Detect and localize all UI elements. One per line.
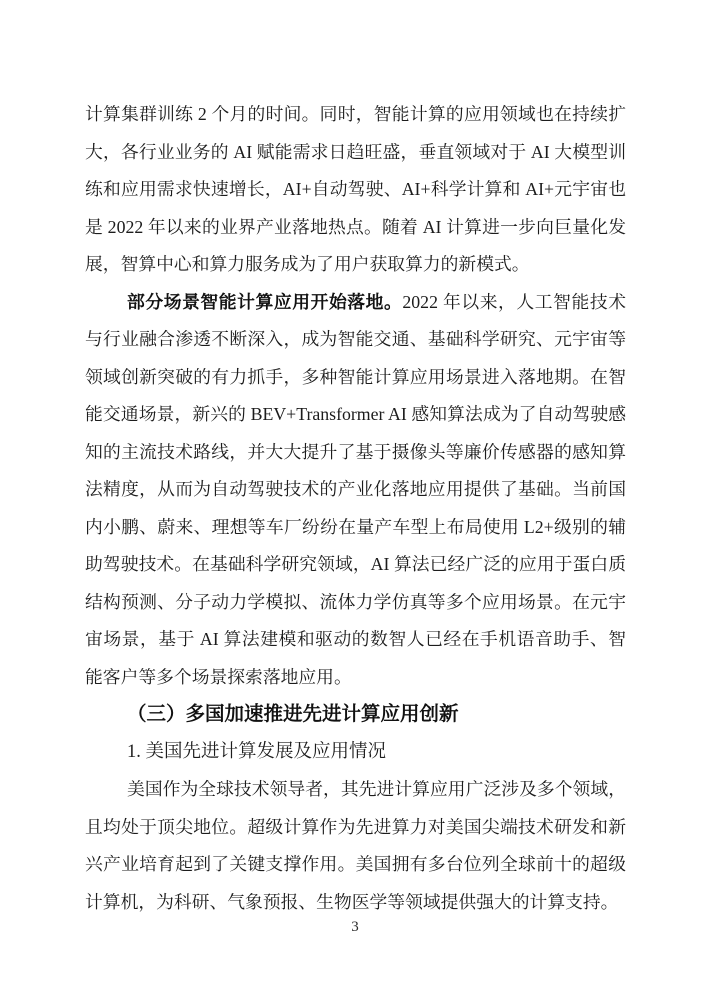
page-body <box>85 96 626 921</box>
subsection-heading-us: 1. 美国先进计算发展及应用情况 <box>127 741 387 762</box>
bold-lead-sentence: 部分场景智能计算应用开始落地。 <box>127 291 403 312</box>
paragraph-us-computing: 美国作为全球技术领导者，其先进计算应用广泛涉及多个领域，且均处于顶尖地位。超级计算作为先进算力对美国尖端技术研发和新兴产业培育起到了关键支撑作用。美国拥有多台位列全球前十的超级计算机，为科研、气象预报、生物医学等领域提供强大的计算支持。 <box>85 779 626 912</box>
paragraph-scene-applications-text: 2022 年以来，人工智能技术与行业融合渗透不断深入，成为智能交通、基础科学研究、元宇宙等领域创新突破的有力抓手，多种智能计算应用场景进入落地期。在智能交通场景，新兴的 BEV+Transformer AI 感知算法成为了自动驾驶感知的主流技术路线，并大大提升了基于摄像头等廉价传感器的感知算法精度，从而为自动驾驶技术的产业化落地应用提供了基础。当前国内小鹏、蔚来、理想等车厂纷纷在量产车型上布局使用 L2+级别的辅助驾驶技术。在基础科学研究领域，AI 算法已经广泛的应用于蛋白质结构预测、分子动力学模拟、流体力学仿真等多个应用场景。在元宇宙场景，基于 AI 算法建模和驱动的数智人已经在手机语音助手、智能客户等多个场景探索落地应用。 <box>85 291 626 687</box>
page-number: 3 <box>351 919 359 935</box>
section-heading-three: （三）多国加速推进先进计算应用创新 <box>127 704 459 725</box>
paragraph-scene-applications <box>85 284 626 697</box>
paragraph-continuation: 计算集群训练 2 个月的时间。同时，智能计算的应用领域也在持续扩大，各行业业务的 AI 赋能需求日趋旺盛，垂直领域对于 AI 大模型训练和应用需求快速增长，AI+自动驾驶、AI+科学计算和 AI+元宇宙也是 2022 年以来的业界产业落地热点。随着 AI 计算进一步向巨量化发展，智算中心和算力服务成为了用户获取算力的新模式。 <box>85 104 626 274</box>
